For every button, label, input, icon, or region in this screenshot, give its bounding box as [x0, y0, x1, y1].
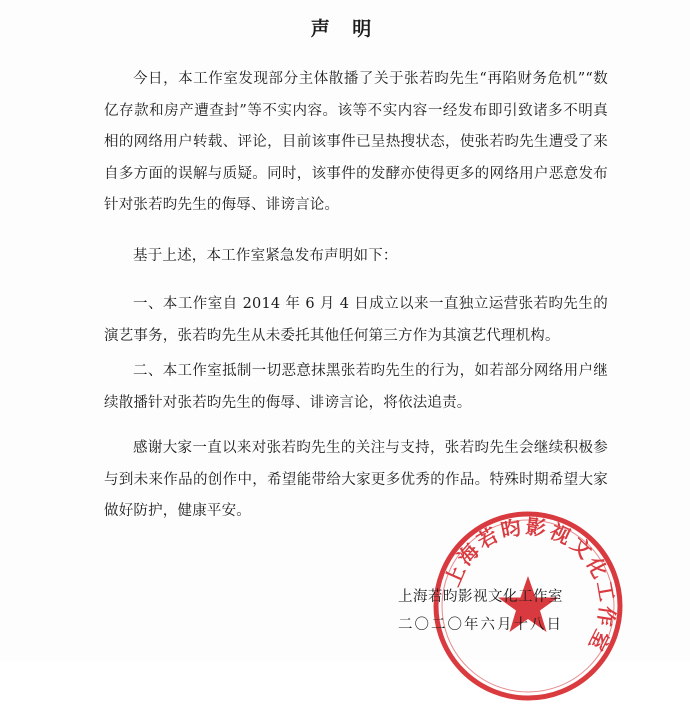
paragraph-intro: 今日，本工作室发现部分主体散播了关于张若昀先生“再陷财务危机”“数亿存款和房产遭查封”等不实内容。该等不实内容一经发布即引致诸多不明真相的网络用户转载、评论，目前该事件已呈热搜状态，使张若昀先生遭受了来自多方面的误解与质疑。同时，该事件的发酵亦使得更多的网络用户恶意发布针对张若昀先生的侮辱、诽谤言论。 [104, 71, 608, 213]
paragraph-point-one: 一、本工作室自 2014 年 6 月 4 日成立以来一直独立运营张若昀先生的演艺事务，张若昀先生从未委托其他任何第三方作为其演艺代理机构。 [104, 296, 608, 344]
document-title: 声 明 [310, 18, 380, 40]
company-seal-stamp [428, 506, 628, 706]
paragraph-preface: 基于上述，本工作室紧急发布声明如下： [133, 248, 398, 264]
seal-text: 上海若昀影视文化工作室 [439, 514, 620, 658]
paragraph-point-two: 二、本工作室抵制一切恶意抹黑张若昀先生的行为，如若部分网络用户继续散播针对张若昀先生的侮辱、诽谤言论，将依法追责。 [104, 363, 608, 411]
signature-date: 二〇二〇年六月十八日 [398, 617, 563, 633]
signature-organization: 上海若昀影视文化工作室 [398, 589, 563, 605]
paragraph-thanks: 感谢大家一直以来对张若昀先生的关注与支持，张若昀先生会继续积极参与到未来作品的创作中，希望能带给大家更多优秀的作品。特殊时期希望大家做好防护，健康平安。 [104, 440, 608, 519]
